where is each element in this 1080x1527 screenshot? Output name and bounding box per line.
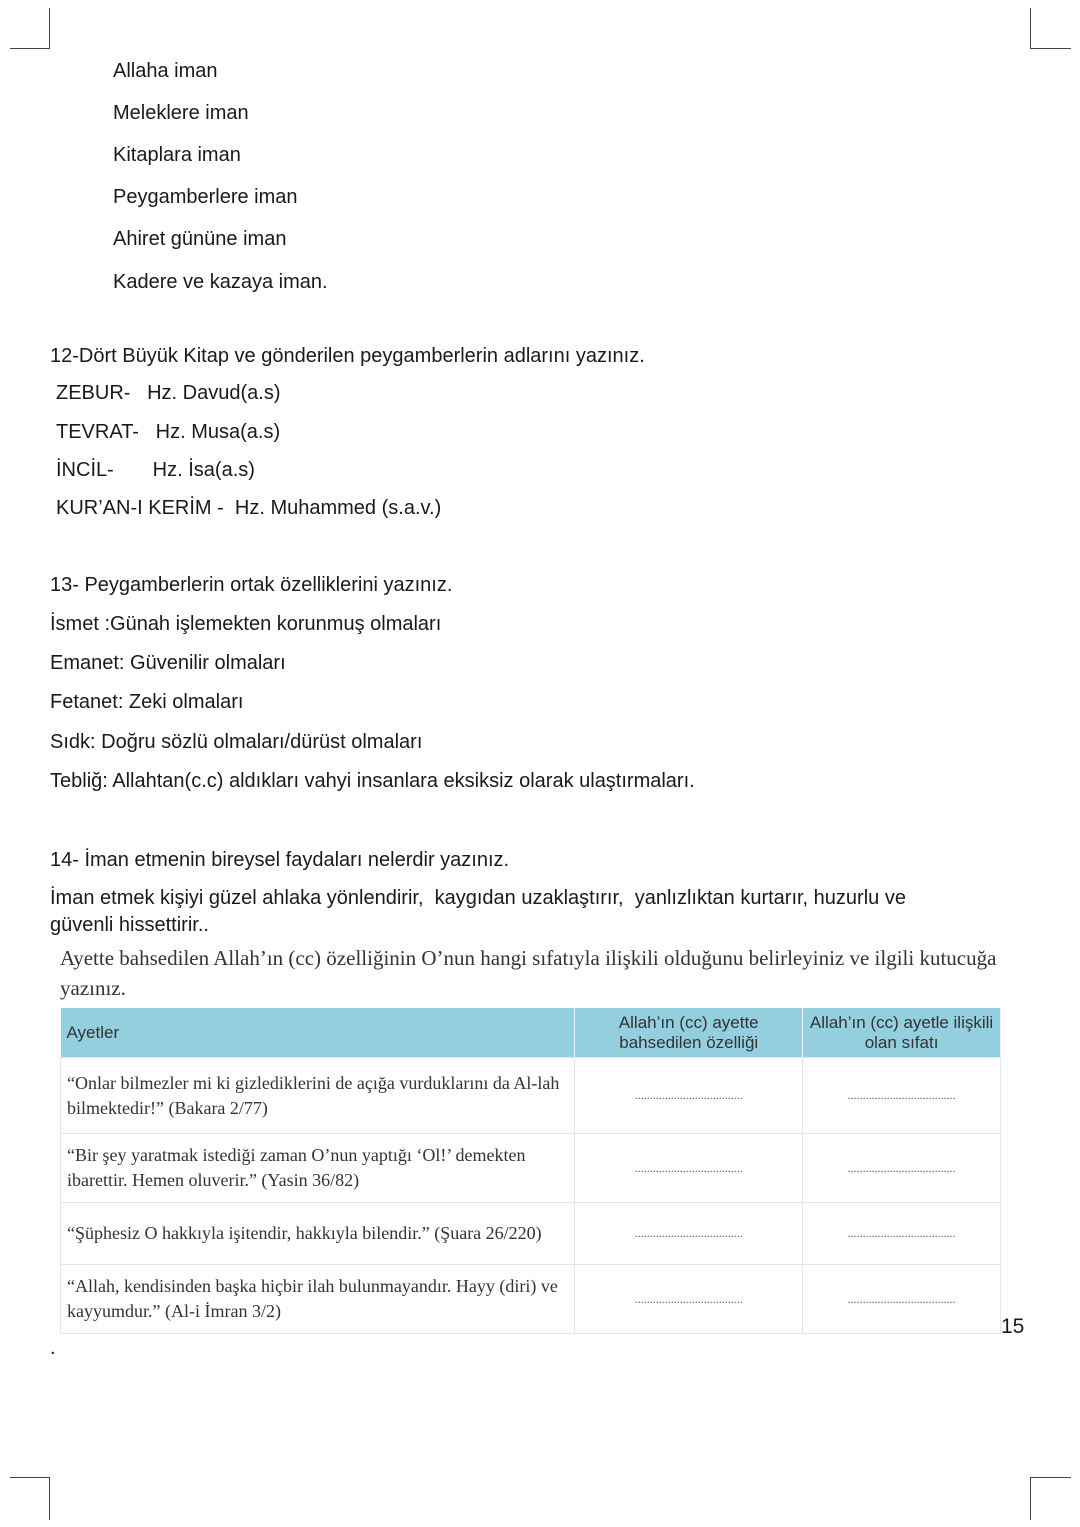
answer-blank[interactable]: .................................... bbox=[575, 1058, 803, 1134]
question-13: 13- Peygamberlerin ortak özelliklerini yazınız. bbox=[50, 574, 453, 596]
question-12: 12-Dört Büyük Kitap ve gönderilen peygamberlerin adlarını yazınız. bbox=[50, 345, 645, 367]
answer-blank[interactable]: .................................... bbox=[803, 1134, 1001, 1203]
table-row bbox=[61, 1265, 1001, 1334]
answer-line: İsmet :Günah işlemekten korunmuş olmaları bbox=[50, 613, 442, 635]
answer-blank[interactable]: .................................... bbox=[575, 1265, 803, 1334]
ayet-cell: “Onlar bilmezler mi ki gizlediklerini de açığa vurduklarını da Al-lah bilmektedir!” (Bakara 2/77) bbox=[61, 1058, 575, 1134]
ayet-cell: “Şüphesiz O hakkıyla işitendir, hakkıyla bilendir.” (Şuara 26/220) bbox=[61, 1203, 575, 1265]
column-header: Allah’ın (cc) ayetle ilişkili olan sıfatı bbox=[803, 1008, 1001, 1058]
answer-line: İman etmek kişiyi güzel ahlaka yönlendirir, kaygıdan uzaklaştırır, yanlızlıktan kurtarır, huzurlu ve bbox=[50, 887, 906, 909]
iman-item: Allaha iman bbox=[113, 60, 218, 82]
table-row bbox=[61, 1203, 1001, 1265]
answer-line: KUR’AN-I KERİM - Hz. Muhammed (s.a.v.) bbox=[56, 497, 442, 519]
answer-line: Fetanet: Zeki olmaları bbox=[50, 691, 244, 713]
table-row bbox=[61, 1058, 1001, 1134]
answer-blank[interactable]: .................................... bbox=[575, 1134, 803, 1203]
answer-blank[interactable]: .................................... bbox=[803, 1058, 1001, 1134]
answer-blank[interactable]: .................................... bbox=[803, 1203, 1001, 1265]
answer-line: Emanet: Güvenilir olmaları bbox=[50, 652, 286, 674]
answer-line: güvenli hissettirir.. bbox=[50, 914, 209, 936]
exercise-instruction: yazınız. bbox=[60, 976, 126, 1000]
column-header: Allah’ın (cc) ayette bahsedilen özelliği bbox=[575, 1008, 803, 1058]
iman-item: Kadere ve kazaya iman. bbox=[113, 271, 328, 293]
crop-mark-top-left bbox=[10, 8, 50, 49]
exercise-instruction: Ayette bahsedilen Allah’ın (cc) özelliğinin O’nun hangi sıfatıyla ilişkili olduğunu belirleyiniz ve ilgili kutucuğa bbox=[60, 946, 997, 970]
page-number: 15 bbox=[1001, 1315, 1025, 1338]
answer-line: ZEBUR- Hz. Davud(a.s) bbox=[56, 382, 281, 404]
ayet-cell: “Bir şey yaratmak istediği zaman O’nun yaptığı ‘Ol!’ demekten ibarettir. Hemen oluverir.” (Yasin 36/82) bbox=[61, 1134, 575, 1203]
answer-line: Sıdk: Doğru sözlü olmaları/dürüst olmaları bbox=[50, 731, 423, 753]
answer-line: TEVRAT- Hz. Musa(a.s) bbox=[56, 421, 281, 443]
ayet-table bbox=[60, 1008, 1001, 1334]
answer-blank[interactable]: .................................... bbox=[803, 1265, 1001, 1334]
iman-item: Ahiret gününe iman bbox=[113, 228, 287, 250]
crop-mark-top-right bbox=[1030, 8, 1071, 49]
answer-line: Tebliğ: Allahtan(c.c) aldıkları vahyi insanlara eksiksiz olarak ulaştırmaları. bbox=[50, 770, 695, 792]
crop-mark-bottom-left bbox=[10, 1477, 50, 1520]
stray-dot: . bbox=[50, 1337, 56, 1359]
iman-item: Kitaplara iman bbox=[113, 144, 241, 166]
question-14: 14- İman etmenin bireysel faydaları nelerdir yazınız. bbox=[50, 849, 510, 871]
table-header-row bbox=[61, 1008, 1001, 1058]
answer-line: İNCİL- Hz. İsa(a.s) bbox=[56, 459, 255, 481]
table-row bbox=[61, 1134, 1001, 1203]
ayet-cell: “Allah, kendisinden başka hiçbir ilah bulunmayandır. Hayy (diri) ve kayyumdur.” (Al-i İmran 3/2) bbox=[61, 1265, 575, 1334]
iman-item: Meleklere iman bbox=[113, 102, 249, 124]
iman-item: Peygamberlere iman bbox=[113, 186, 298, 208]
answer-blank[interactable]: .................................... bbox=[575, 1203, 803, 1265]
column-header: Ayetler bbox=[61, 1008, 575, 1058]
crop-mark-bottom-right bbox=[1030, 1477, 1071, 1520]
